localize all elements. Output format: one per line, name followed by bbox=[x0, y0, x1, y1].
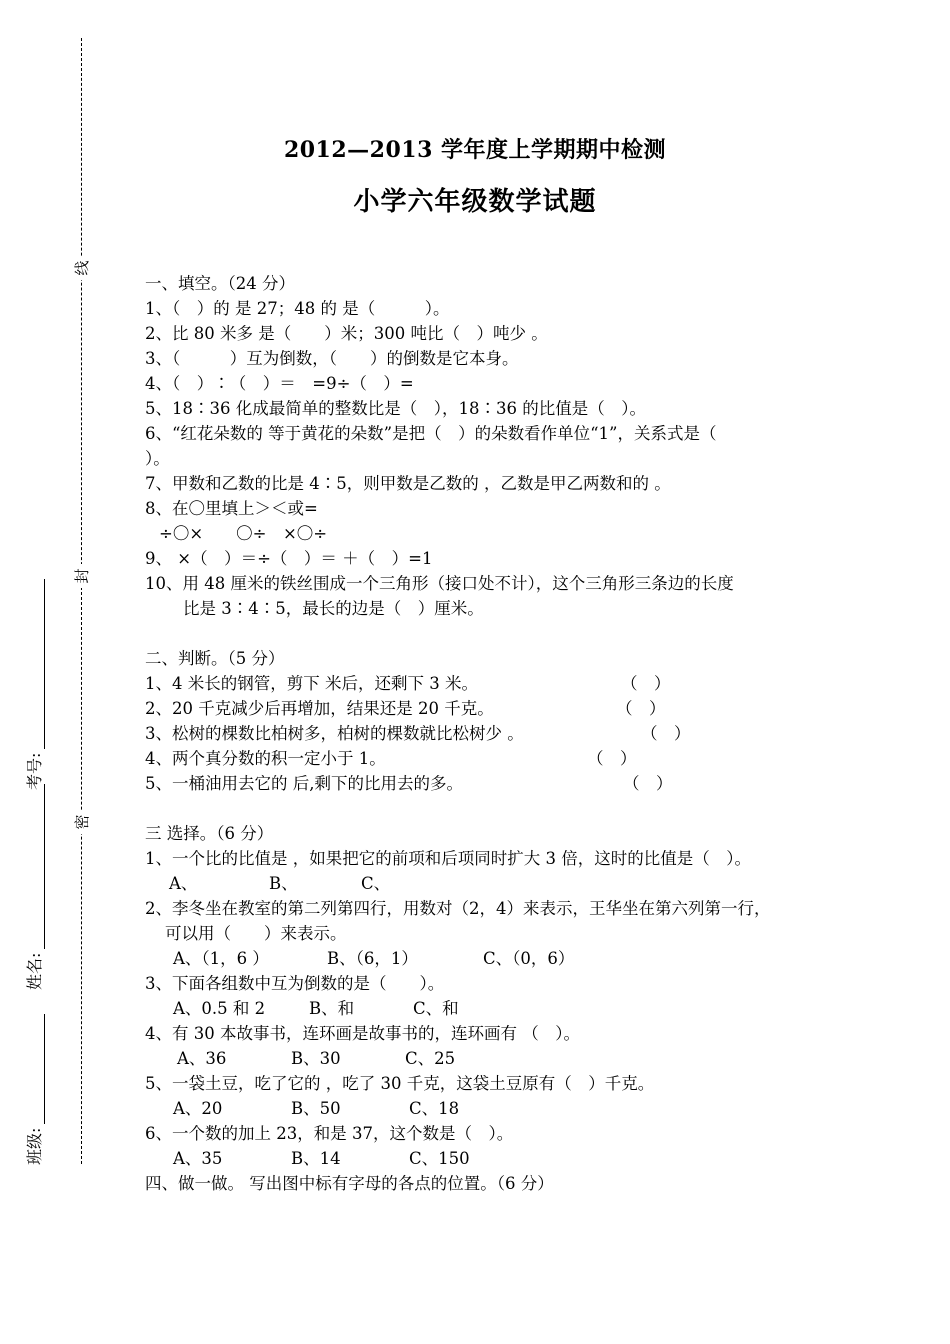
sec3-q1-option-c[interactable]: C、 bbox=[361, 874, 391, 893]
sec2-item bbox=[145, 721, 825, 746]
sec3-q4: 4、有 30 本故事书，连环画是故事书的，连环画有 （ ）。 bbox=[145, 1024, 580, 1043]
exam-number-field[interactable] bbox=[22, 579, 45, 790]
sec1-q6-line2: ）。 bbox=[145, 449, 170, 468]
sec3-q5-option-b[interactable]: B、50 bbox=[291, 1099, 341, 1118]
section-2-heading: 二、判断。（5 分） bbox=[145, 649, 285, 668]
sec3-q1-option-a[interactable]: A、 bbox=[169, 874, 198, 893]
sec1-q10-line1: 10、用 48 厘米的铁丝围成一个三角形（接口处不计），这个三角形三条边的长度 bbox=[145, 574, 734, 593]
sec3-q6: 6、一个数的加上 23，和是 37，这个数是（ ）。 bbox=[145, 1124, 514, 1143]
sec2-item-3-text: 3、松树的棵数比柏树多，柏树的棵数就比松树少 。 bbox=[145, 724, 524, 743]
sec2-item-4-text: 4、两个真分数的积一定小于 1。 bbox=[145, 749, 386, 768]
sec3-q2-line2: 可以用（ ）来表示。 bbox=[165, 924, 347, 943]
name-field[interactable] bbox=[22, 784, 45, 990]
class-blank[interactable] bbox=[30, 1014, 45, 1124]
name-blank[interactable] bbox=[30, 784, 45, 949]
sec2-item bbox=[145, 771, 825, 796]
section-4-heading: 四、做一做。 写出图中标有字母的各点的位置。（6 分） bbox=[145, 1174, 554, 1193]
sec3-q3-option-c[interactable]: C、和 bbox=[413, 999, 459, 1018]
class-field[interactable] bbox=[22, 1014, 45, 1165]
exam-content bbox=[145, 271, 825, 1196]
seal-char-xian: 线 bbox=[70, 256, 94, 280]
sec3-q4-options bbox=[145, 1046, 825, 1071]
sec3-q2-options bbox=[145, 946, 825, 971]
sec1-q4: 4、（ ）∶（ ）＝ =9÷（ ）= bbox=[145, 374, 414, 393]
sec1-q10-line2: 比是 3∶4∶5，最长的边是（ ）厘米。 bbox=[183, 599, 484, 618]
sec3-q5-options bbox=[145, 1096, 825, 1121]
sec3-q5: 5、一袋土豆，吃了它的 ，吃了 30 千克，这袋土豆原有（ ）千克。 bbox=[145, 1074, 655, 1093]
sec1-q1: 1、（ ）的 是 27；48 的 是（ ）。 bbox=[145, 299, 450, 318]
sec1-q7: 7、甲数和乙数的比是 4∶5，则甲数是乙数的 ，乙数是甲乙两数和的 。 bbox=[145, 474, 671, 493]
seal-char-mi: 密 bbox=[70, 810, 94, 834]
sec2-item-3-answer[interactable]: （ ） bbox=[641, 724, 691, 743]
sec1-q9: 9、 ×（ ）＝÷（ ）＝ ＋（ ）=1 bbox=[145, 549, 433, 568]
sec3-q1-option-b[interactable]: B、 bbox=[269, 874, 298, 893]
exam-title: 2012—2013 学年度上学期期中检测 bbox=[283, 137, 667, 163]
sec3-q3: 3、下面各组数中互为倒数的是（ ）。 bbox=[145, 974, 445, 993]
sec3-q2-option-c[interactable]: C、（0，6） bbox=[483, 949, 575, 968]
sec3-q2-option-a[interactable]: A、（1，6 ） bbox=[173, 949, 269, 968]
exam-number-label: 考号: bbox=[25, 752, 44, 790]
sec3-q6-options bbox=[145, 1146, 825, 1171]
sec3-q6-option-a[interactable]: A、35 bbox=[173, 1149, 223, 1168]
sec3-q3-option-b[interactable]: B、和 bbox=[309, 999, 355, 1018]
class-label: 班级: bbox=[25, 1127, 44, 1165]
sec2-item-1-text: 1、4 米长的钢管，剪下 米后，还剩下 3 米。 bbox=[145, 674, 478, 693]
sec1-q3: 3、（ ）互为倒数，（ ）的倒数是它本身。 bbox=[145, 349, 519, 368]
sec1-q2: 2、比 80 米多 是（ ）米；300 吨比（ ）吨少 。 bbox=[145, 324, 548, 343]
sec2-item-2-text: 2、20 千克减少后再增加，结果还是 20 千克。 bbox=[145, 699, 494, 718]
sec3-q5-option-c[interactable]: C、18 bbox=[409, 1099, 460, 1118]
sec2-item bbox=[145, 746, 825, 771]
exam-subtitle: 小学六年级数学试题 bbox=[353, 187, 597, 217]
sec3-q2-line1: 2、李冬坐在教室的第二列第四行，用数对（2，4）来表示，王华坐在第六列第一行， bbox=[145, 899, 771, 918]
sec3-q4-option-a[interactable]: A、36 bbox=[177, 1049, 227, 1068]
name-label: 姓名: bbox=[25, 952, 44, 990]
sec3-q4-option-b[interactable]: B、30 bbox=[291, 1049, 341, 1068]
sec1-q5: 5、18∶36 化成最简单的整数比是（ ），18∶36 的比值是（ ）。 bbox=[145, 399, 646, 418]
exam-number-blank[interactable] bbox=[30, 579, 45, 749]
sec2-item bbox=[145, 671, 825, 696]
sec1-q8-line1: 8、在〇里填上＞＜或= bbox=[145, 499, 318, 518]
sec2-item-5-answer[interactable]: （ ） bbox=[623, 774, 673, 793]
sec2-item bbox=[145, 696, 825, 721]
sec2-item-5-text: 5、一桶油用去它的 后,剩下的比用去的多。 bbox=[145, 774, 463, 793]
sec1-q8-line2: ÷〇× 〇÷ ×〇÷ bbox=[159, 524, 328, 543]
sec2-item-2-answer[interactable]: （ ） bbox=[616, 699, 666, 718]
sec3-q1: 1、一个比的比值是 ，如果把它的前项和后项同时扩大 3 倍，这时的比值是（ ）。 bbox=[145, 849, 751, 868]
sec3-q6-option-b[interactable]: B、14 bbox=[291, 1149, 341, 1168]
sec2-item-4-answer[interactable]: （ ） bbox=[587, 749, 637, 768]
section-3-heading: 三 选择。（6 分） bbox=[145, 824, 274, 843]
sec1-q6-line1: 6、“红花朵数的 等于黄花的朵数”是把（ ）的朵数看作单位“1”，关系式是（ bbox=[145, 424, 717, 443]
sec3-q1-options bbox=[145, 871, 825, 896]
sec3-q3-option-a[interactable]: A、0.5 和 2 bbox=[173, 999, 266, 1018]
sec3-q6-option-c[interactable]: C、150 bbox=[409, 1149, 470, 1168]
sec3-q5-option-a[interactable]: A、20 bbox=[173, 1099, 223, 1118]
seal-char-feng: 封 bbox=[70, 564, 94, 588]
sec2-item-1-answer[interactable]: （ ） bbox=[621, 674, 671, 693]
sec3-q3-options bbox=[145, 996, 825, 1021]
sec3-q2-option-b[interactable]: B、（6，1） bbox=[327, 949, 418, 968]
section-1-heading: 一、填空。（24 分） bbox=[145, 274, 295, 293]
sec3-q4-option-c[interactable]: C、25 bbox=[405, 1049, 456, 1068]
